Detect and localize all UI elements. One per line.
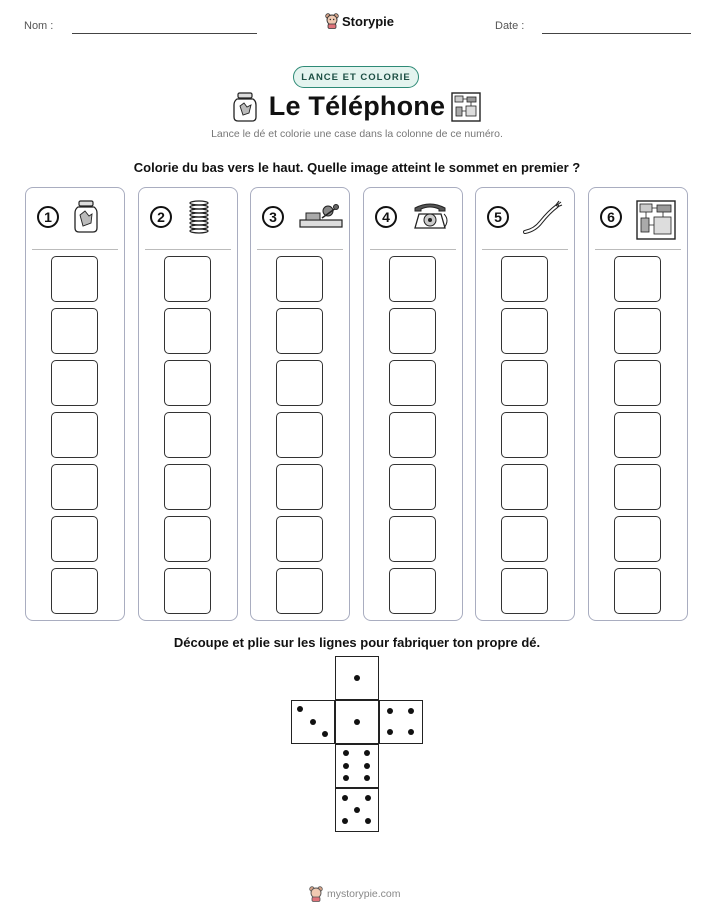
color-box[interactable] [51, 256, 98, 302]
jar-icon [73, 200, 99, 239]
color-box[interactable] [51, 412, 98, 458]
color-box[interactable] [164, 308, 211, 354]
name-label: Nom : [24, 20, 54, 32]
color-box[interactable] [389, 568, 436, 614]
pip [310, 719, 316, 725]
pip [322, 731, 328, 737]
color-box[interactable] [164, 360, 211, 406]
color-box[interactable] [614, 360, 661, 406]
color-box[interactable] [276, 568, 323, 614]
column-number: 1 [37, 206, 59, 228]
column-number: 2 [150, 206, 172, 228]
brand-logo [325, 13, 394, 29]
name-line[interactable] [72, 33, 257, 34]
pip [387, 708, 393, 714]
color-box[interactable] [614, 412, 661, 458]
telegraph-icon [298, 200, 344, 235]
color-box[interactable] [501, 516, 548, 562]
color-box[interactable] [614, 308, 661, 354]
color-box[interactable] [614, 256, 661, 302]
column-number: 6 [600, 206, 622, 228]
color-box[interactable] [276, 256, 323, 302]
color-box[interactable] [614, 568, 661, 614]
color-box[interactable] [276, 516, 323, 562]
circuit-board-icon [451, 92, 481, 122]
color-box[interactable] [276, 412, 323, 458]
color-box[interactable] [276, 360, 323, 406]
circuit-board-icon [636, 200, 676, 245]
color-box[interactable] [614, 464, 661, 510]
color-box[interactable] [614, 516, 661, 562]
color-box[interactable] [51, 516, 98, 562]
column-header [589, 188, 687, 250]
pip [297, 706, 303, 712]
color-box[interactable] [389, 516, 436, 562]
color-box[interactable] [164, 412, 211, 458]
die-face-2 [291, 700, 335, 744]
pip [387, 729, 393, 735]
pip [408, 708, 414, 714]
column-3 [250, 187, 350, 621]
color-box[interactable] [164, 464, 211, 510]
activity-badge: LANCE ET COLORIE [293, 66, 419, 88]
pip [365, 795, 371, 801]
bear-icon [325, 13, 339, 29]
pip [364, 750, 370, 756]
pip [354, 719, 360, 725]
color-box[interactable] [389, 308, 436, 354]
pip [354, 807, 360, 813]
color-box[interactable] [389, 412, 436, 458]
color-box[interactable] [276, 308, 323, 354]
footer-url: mystorypie.com [327, 888, 401, 900]
pip [365, 818, 371, 824]
die-face-5 [335, 744, 379, 788]
pip [343, 763, 349, 769]
column-number: 4 [375, 206, 397, 228]
spring-icon [186, 200, 212, 239]
color-box[interactable] [389, 464, 436, 510]
pip [408, 729, 414, 735]
date-line[interactable] [542, 33, 691, 34]
pip [343, 775, 349, 781]
divider [257, 249, 343, 250]
die-face-6 [335, 788, 379, 832]
divider [145, 249, 231, 250]
color-box[interactable] [164, 516, 211, 562]
pip [342, 818, 348, 824]
footer [309, 886, 401, 902]
column-header [26, 188, 124, 250]
column-6 [588, 187, 688, 621]
pip [364, 763, 370, 769]
divider [32, 249, 118, 250]
column-number: 5 [487, 206, 509, 228]
pip [342, 795, 348, 801]
color-box[interactable] [164, 568, 211, 614]
column-number: 3 [262, 206, 284, 228]
column-header [476, 188, 574, 250]
divider [370, 249, 456, 250]
color-box[interactable] [389, 256, 436, 302]
date-label: Date : [495, 20, 525, 32]
color-box[interactable] [389, 360, 436, 406]
color-box[interactable] [164, 256, 211, 302]
color-box[interactable] [501, 360, 548, 406]
color-box[interactable] [501, 308, 548, 354]
page-title: Le Téléphone [268, 91, 446, 121]
color-box[interactable] [51, 568, 98, 614]
color-box[interactable] [51, 464, 98, 510]
color-box[interactable] [51, 360, 98, 406]
divider [595, 249, 681, 250]
brand-name: Storypie [342, 13, 395, 29]
subtitle: Lance le dé et colorie une case dans la colonne de ce numéro. [211, 128, 503, 140]
column-5 [475, 187, 575, 621]
die-face-4 [379, 700, 423, 744]
color-box[interactable] [501, 568, 548, 614]
pip [364, 775, 370, 781]
dice-instructions: Découpe et plie sur les lignes pour fabriquer ton propre dé. [173, 635, 541, 650]
bear-icon [309, 886, 323, 902]
column-header [364, 188, 462, 250]
column-2 [138, 187, 238, 621]
column-header [251, 188, 349, 250]
die-face-3 [335, 700, 379, 744]
color-box[interactable] [501, 412, 548, 458]
pip [354, 675, 360, 681]
column-1 [25, 187, 125, 621]
color-box[interactable] [501, 256, 548, 302]
color-box[interactable] [501, 464, 548, 510]
pip [343, 750, 349, 756]
instructions: Colorie du bas vers le haut. Quelle image atteint le sommet en premier ? [133, 160, 581, 175]
color-box[interactable] [276, 464, 323, 510]
rotary-phone-icon [411, 200, 449, 237]
divider [482, 249, 568, 250]
cable-icon [523, 200, 563, 239]
die-face-1 [335, 656, 379, 700]
column-header [139, 188, 237, 250]
column-4 [363, 187, 463, 621]
color-box[interactable] [51, 308, 98, 354]
